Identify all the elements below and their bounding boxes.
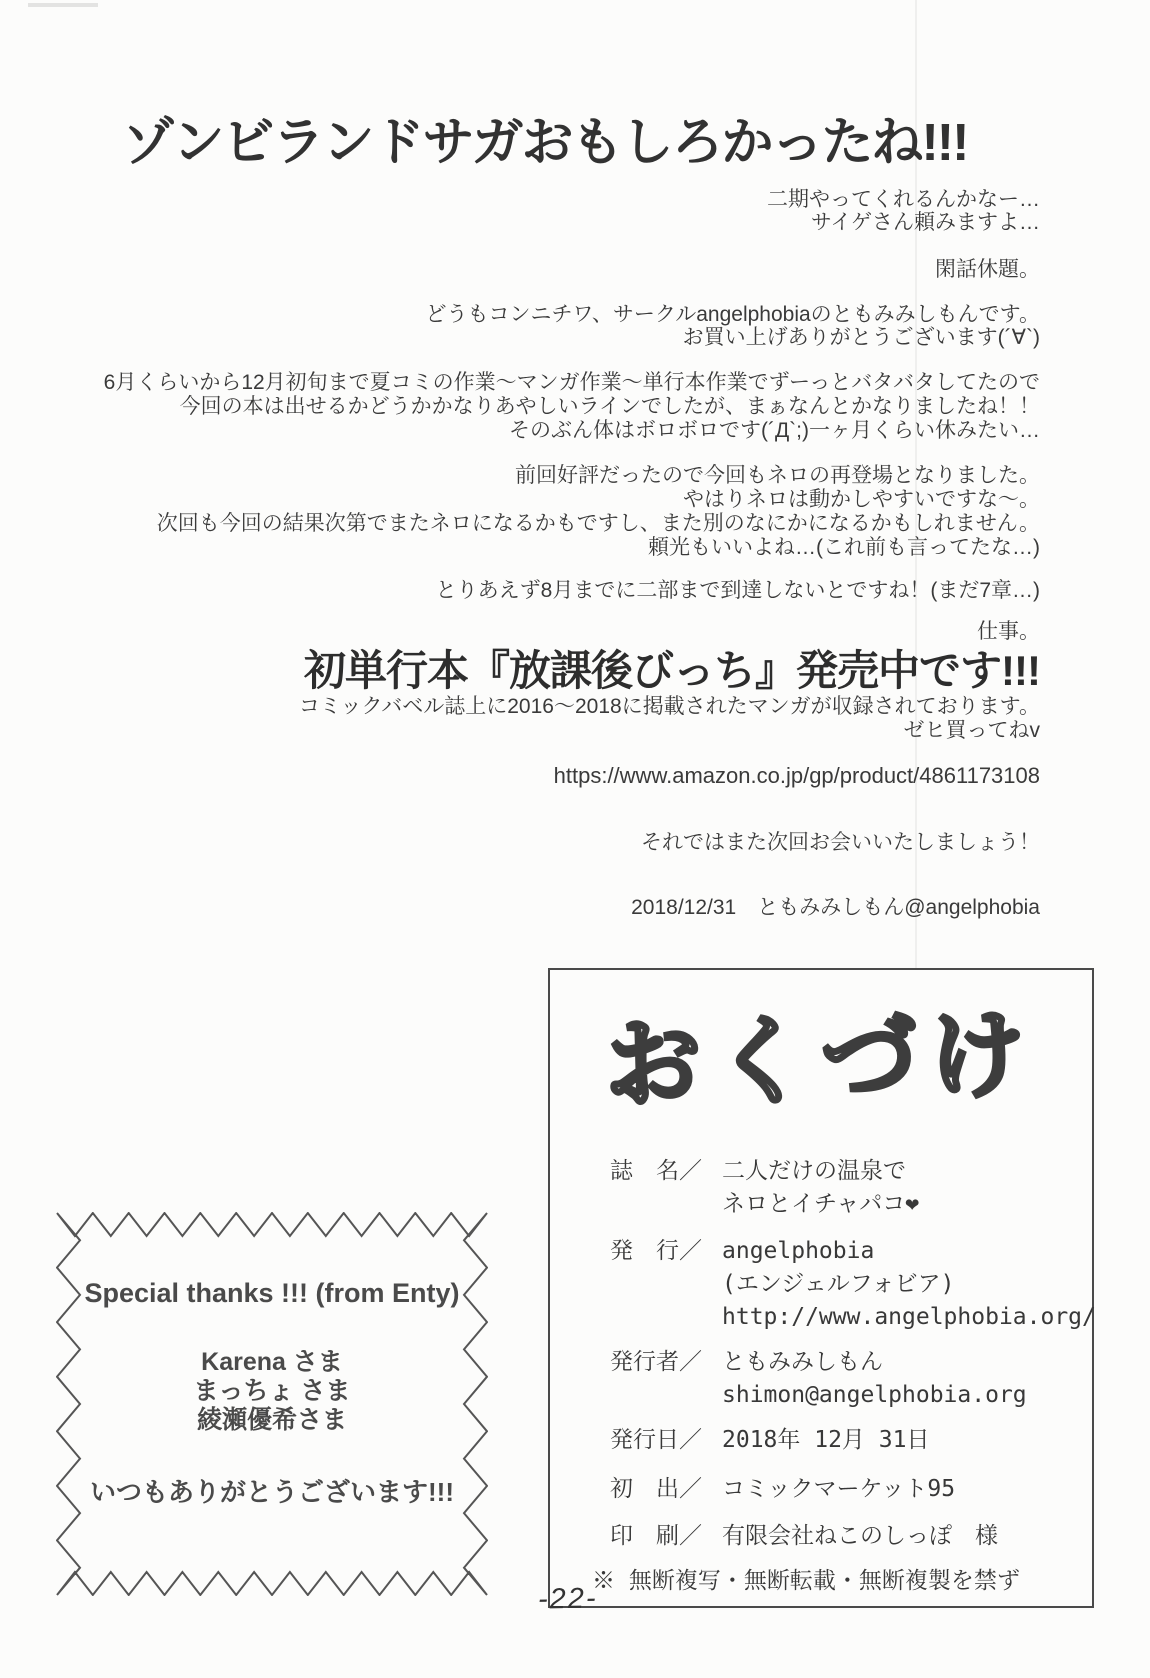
colophon-value: コミックマーケット95 bbox=[722, 1476, 956, 1502]
afterword-line: 次回も今回の結果次第でまたネロになるかもですし、また別のなにかになるかもしれません。 bbox=[156, 512, 1040, 535]
page-number: -22- bbox=[537, 1582, 598, 1616]
afterword-line: 頼光もいいよね…(これ前も言ってたな…) bbox=[648, 536, 1040, 559]
colophon-title: おくづけ bbox=[603, 1001, 1039, 1120]
thanks-name: 綾瀬優希さま bbox=[196, 1406, 347, 1434]
book-ad-subline: ゼヒ買ってねv bbox=[903, 719, 1040, 742]
afterword-line: 閑話休題。 bbox=[935, 258, 1040, 281]
thanks-name: まっちょ さま bbox=[193, 1377, 351, 1405]
colophon-value: 2018年 12月 31日 bbox=[722, 1427, 930, 1453]
book-ad-subline: コミックバベル誌上に2016～2018に掲載されたマンガが収録されております。 bbox=[298, 695, 1040, 718]
colophon-value: http://www.angelphobia.org/ bbox=[722, 1304, 1096, 1330]
page-title: ゾンビランドサガおもしろかったね!!! bbox=[122, 114, 968, 172]
colophon-label: 誌 名／ bbox=[610, 1158, 702, 1184]
colophon-row-title bbox=[610, 1155, 1078, 1221]
colophon-label: 発 行／ bbox=[610, 1238, 702, 1264]
colophon-label: 初 出／ bbox=[610, 1476, 702, 1502]
afterword-line: お買い上げありがとうございます(´∀`) bbox=[682, 326, 1040, 349]
afterword-line: サイゲさん頼みますよ… bbox=[810, 211, 1040, 234]
afterword-line: 仕事。 bbox=[977, 620, 1040, 643]
afterword-line: とりあえず8月までに二部まで到達しないとですね！(まだ7章…) bbox=[435, 579, 1040, 602]
colophon-value: angelphobia bbox=[722, 1238, 875, 1264]
afterword-line: そのぶん体はボロボロです(´Д`;)一ヶ月くらい休みたい… bbox=[508, 419, 1040, 442]
colophon-label: 発行日／ bbox=[610, 1427, 702, 1453]
colophon-label: 発行者／ bbox=[610, 1349, 702, 1375]
colophon-rows bbox=[592, 1155, 1096, 1598]
afterword-line: どうもコンニチワ、サークルangelphobiaのともみみしもんです。 bbox=[425, 303, 1040, 326]
colophon-box bbox=[548, 968, 1094, 1608]
thanks-name: Karena さま bbox=[201, 1348, 343, 1376]
closing-line: それではまた次回お会いいたしましょう！ bbox=[641, 831, 1040, 854]
afterword-line: 二期やってくれるんかなー… bbox=[767, 188, 1040, 211]
colophon-value: (エンジェルフォビア) bbox=[722, 1271, 955, 1297]
copyright-notice: ※ 無断複写・無断転載・無断複製を禁ず bbox=[592, 1568, 1020, 1594]
colophon-value: shimon@angelphobia.org bbox=[722, 1382, 1027, 1408]
book-ad-heading: 初単行本『放課後びっち』発売中です!!! bbox=[304, 647, 1040, 694]
scan-artifact-smudge bbox=[28, 3, 98, 7]
signoff-line: 2018/12/31 ともみみしもん@angelphobia bbox=[631, 896, 1040, 919]
afterword-line: 前回好評だったので今回もネロの再登場となりました。 bbox=[515, 464, 1040, 487]
colophon-row-date bbox=[610, 1424, 1078, 1457]
colophon-value: ともみみしもん bbox=[722, 1349, 883, 1375]
colophon-value: 有限会社ねこのしっぽ 様 bbox=[722, 1523, 998, 1549]
colophon-value: 二人だけの温泉で bbox=[722, 1158, 906, 1184]
special-thanks-message: いつもありがとうございます!!! bbox=[90, 1477, 454, 1507]
colophon-row-author bbox=[610, 1346, 1078, 1412]
colophon-row-publisher bbox=[610, 1235, 1096, 1334]
colophon-value: ネロとイチャパコ❤ bbox=[722, 1191, 920, 1217]
afterword-line: 6月くらいから12月初旬まで夏コミの作業～マンガ作業～単行本作業でずーっとバタバタしてたので bbox=[103, 371, 1040, 394]
colophon-row-printer bbox=[610, 1520, 1078, 1553]
afterword-line: やはりネロは動かしやすいですな～。 bbox=[683, 488, 1040, 511]
special-thanks-title: Special thanks !!! (from Enty) bbox=[84, 1278, 460, 1308]
afterword-line: 今回の本は出せるかどうかかなりあやしいラインでしたが、まぁなんとかなりましたね！！ bbox=[179, 395, 1040, 418]
colophon-label: 印 刷／ bbox=[610, 1523, 702, 1549]
special-thanks-names bbox=[56, 1348, 488, 1435]
amazon-url: https://www.amazon.co.jp/gp/product/4861173108 bbox=[553, 763, 1040, 788]
colophon-row-event bbox=[610, 1473, 1078, 1506]
